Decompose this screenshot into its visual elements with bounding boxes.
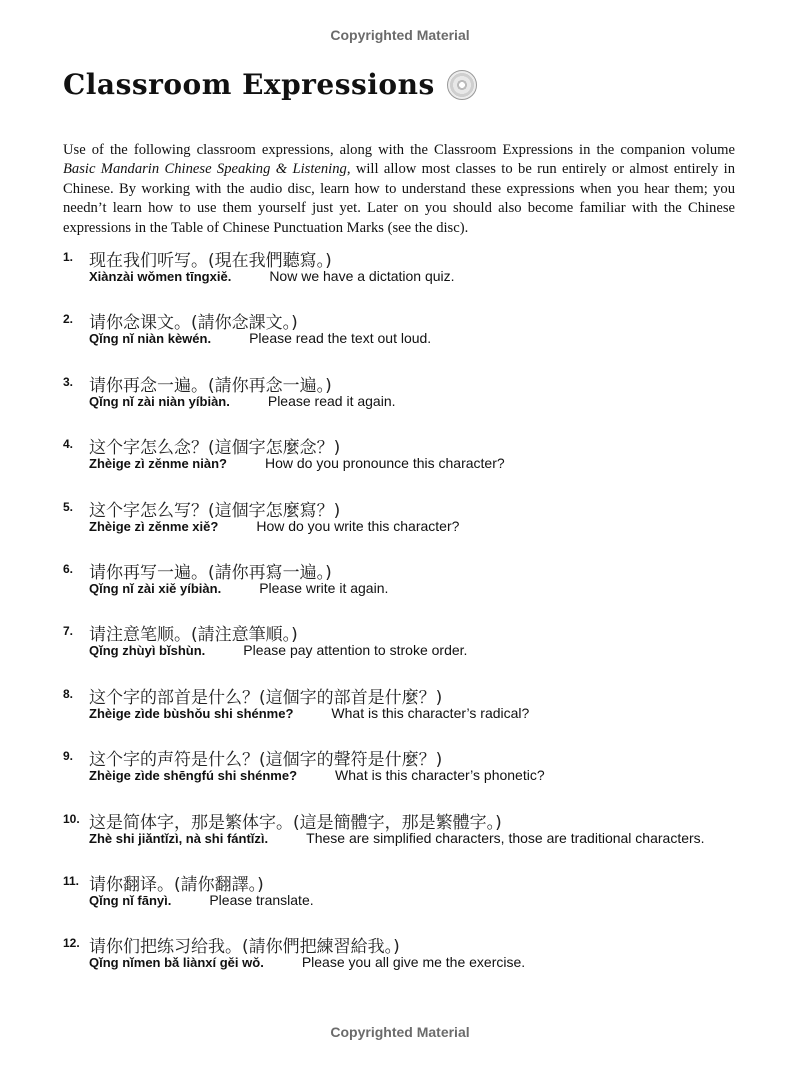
- translation-line: [89, 830, 705, 846]
- english-translation: Please read it again.: [267, 392, 396, 409]
- chinese-expression: 请注意笔顺。(請注意筆順。): [89, 625, 298, 646]
- item-number: 8.: [63, 686, 74, 701]
- item-number: 1.: [63, 250, 74, 264]
- list-item: [63, 932, 763, 994]
- pinyin: Qǐng nǐ niàn kèwén.: [89, 331, 212, 347]
- chinese-expression: 请你再写一遍。(請你再寫一遍。): [89, 562, 332, 583]
- item-number: 12.: [63, 936, 80, 951]
- chinese-expression: 现在我们听写。(現在我們聽寫。): [89, 251, 332, 271]
- translation-line: [89, 268, 455, 284]
- pinyin: Qǐng zhùyì bǐshùn.: [89, 643, 206, 659]
- english-translation: Please read the text out loud.: [249, 330, 432, 347]
- chinese-expression: 这个字的部首是什么？(這個字的部首是什麼？): [89, 687, 443, 708]
- item-number: 9.: [63, 749, 74, 764]
- english-translation: What is this character’s radical?: [331, 704, 530, 721]
- english-translation: Please translate.: [209, 891, 314, 908]
- item-number: 2.: [63, 312, 74, 327]
- pinyin: Qǐng nǐ fānyì.: [89, 892, 172, 908]
- pinyin: Qǐng nǐ zài niàn yíbiàn.: [89, 393, 230, 409]
- book-title: Basic Mandarin Chinese Speaking & Listening: [63, 161, 347, 178]
- translation-line: [89, 518, 459, 534]
- intro-text: Use of the following classroom expressions, along with the Classroom Expressions in the companion volume: [63, 141, 735, 158]
- chinese-expression: 请你翻译。(請你翻譯。): [89, 874, 264, 895]
- list-item: [63, 620, 763, 682]
- item-number: 3.: [63, 374, 74, 389]
- chinese-expression: 请你念课文。(請你念課文。): [89, 313, 298, 334]
- title-row: [63, 68, 477, 101]
- english-translation: Please pay attention to stroke order.: [243, 642, 468, 659]
- list-item: [63, 308, 763, 370]
- list-item: [63, 371, 763, 433]
- list-item: [63, 808, 763, 870]
- audio-disc-icon: [447, 70, 477, 100]
- item-number: 4.: [63, 437, 74, 452]
- pinyin: Zhèige zìde bùshǒu shi shénme?: [89, 705, 294, 721]
- intro-paragraph: [63, 141, 735, 239]
- translation-line: [89, 954, 525, 970]
- translation-line: [89, 767, 545, 783]
- list-item: [63, 558, 763, 620]
- pinyin: Zhèige zì zěnme xiě?: [89, 518, 219, 534]
- item-number: 5.: [63, 499, 74, 514]
- translation-line: [89, 455, 505, 471]
- translation-line: [89, 330, 431, 346]
- english-translation: What is this character’s phonetic?: [335, 767, 545, 784]
- chinese-expression: 这个字怎么念？(這個字怎麼念？): [89, 438, 341, 459]
- list-item: [63, 870, 763, 932]
- item-number: 11.: [63, 873, 80, 888]
- copyright-header: Copyrighted Material: [330, 27, 470, 43]
- item-number: 7.: [63, 624, 74, 639]
- pinyin: Qǐng nǐ zài xiě yíbiàn.: [89, 580, 222, 596]
- pinyin: Zhèige zìde shēngfú shi shénme?: [89, 768, 298, 784]
- list-item: [63, 496, 763, 558]
- item-number: 6.: [63, 561, 74, 576]
- list-item: [63, 433, 763, 495]
- list-item: [63, 745, 763, 807]
- expression-list: [63, 246, 763, 995]
- pinyin: Zhèige zì zěnme niàn?: [89, 456, 227, 472]
- pinyin: Qǐng nǐmen bǎ liànxí gěi wǒ.: [89, 955, 264, 971]
- page-title: Classroom Expressions: [63, 68, 435, 101]
- list-item: [63, 246, 763, 308]
- translation-line: [89, 642, 467, 658]
- english-translation: How do you pronounce this character?: [264, 455, 505, 472]
- english-translation: Please write it again.: [259, 579, 389, 596]
- translation-line: [89, 705, 529, 721]
- item-number: 10.: [63, 811, 80, 826]
- translation-line: [89, 393, 396, 409]
- translation-line: [89, 892, 314, 908]
- english-translation: These are simplified characters, those are traditional characters.: [306, 829, 705, 846]
- english-translation: How do you write this character?: [256, 517, 460, 534]
- chinese-expression: 这个字怎么写？(這個字怎麼寫？): [89, 500, 341, 521]
- pinyin: Zhè shi jiǎntǐzì, nà shi fántǐzì.: [89, 830, 269, 846]
- list-item: [63, 683, 763, 745]
- chinese-expression: 请你们把练习给我。(請你們把練習給我。): [89, 937, 400, 958]
- chinese-expression: 请你再念一遍。(請你再念一遍。): [89, 375, 332, 396]
- copyright-footer: Copyrighted Material: [330, 1024, 470, 1040]
- pinyin: Xiànzài wǒmen tīngxiě.: [89, 269, 232, 284]
- chinese-expression: 这是简体字，那是繁体字。(這是簡體字，那是繁體字。): [89, 812, 502, 833]
- english-translation: Please you all give me the exercise.: [301, 954, 526, 971]
- chinese-expression: 这个字的声符是什么？(這個字的聲符是什麼？): [89, 750, 443, 771]
- translation-line: [89, 580, 388, 596]
- intro-text: , will allow most classes to be run entirely or almost entirely in Chinese. By working with the audio disc, learn how to understand these expressions when you hear them; you needn’t learn how to use them yourself just yet. Later on you should also become familiar with the Chinese expressions in the Table of Chinese Punctuation Marks (see the disc).: [63, 161, 736, 236]
- english-translation: Now we have a dictation quiz.: [269, 268, 455, 284]
